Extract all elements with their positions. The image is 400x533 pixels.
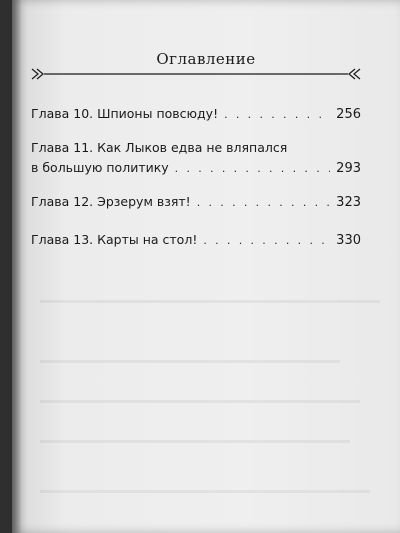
- page-number: 293: [336, 161, 361, 176]
- dot-leader: [197, 195, 330, 211]
- bleed-through-line: [40, 360, 340, 363]
- page-gutter-shadow: [12, 0, 22, 533]
- dot-leader: [203, 233, 330, 249]
- ornamental-rule: [30, 66, 362, 82]
- bleed-through-line: [40, 440, 350, 443]
- toc-heading: Оглавление: [156, 50, 256, 68]
- page-number: 330: [336, 233, 361, 248]
- toc-entry-chapter-10[interactable]: [31, 106, 361, 123]
- page-number: 323: [336, 195, 361, 210]
- bleed-through-line: [40, 490, 370, 493]
- chapter-title: Глава 13. Карты на стол!: [31, 232, 198, 247]
- bleed-through-line: [40, 400, 360, 403]
- chapter-title: Глава 11. Как Лыков едва не вляпался: [31, 140, 288, 155]
- toc-entry-chapter-13[interactable]: [31, 232, 361, 249]
- page-number: 256: [336, 107, 361, 122]
- dot-leader: [224, 107, 330, 123]
- chapter-title: Глава 10. Шпионы повсюду!: [31, 106, 219, 121]
- chapter-title-continued: в большую политику: [31, 160, 169, 175]
- bleed-through-line: [40, 300, 380, 303]
- chapter-title: Глава 12. Эрзерум взят!: [31, 194, 191, 209]
- ornament-right-icon: [349, 69, 360, 79]
- toc-entry-chapter-12[interactable]: [31, 194, 361, 211]
- dot-leader: [175, 161, 331, 177]
- ornament-left-icon: [32, 69, 43, 79]
- toc-entry-chapter-11[interactable]: [31, 140, 361, 177]
